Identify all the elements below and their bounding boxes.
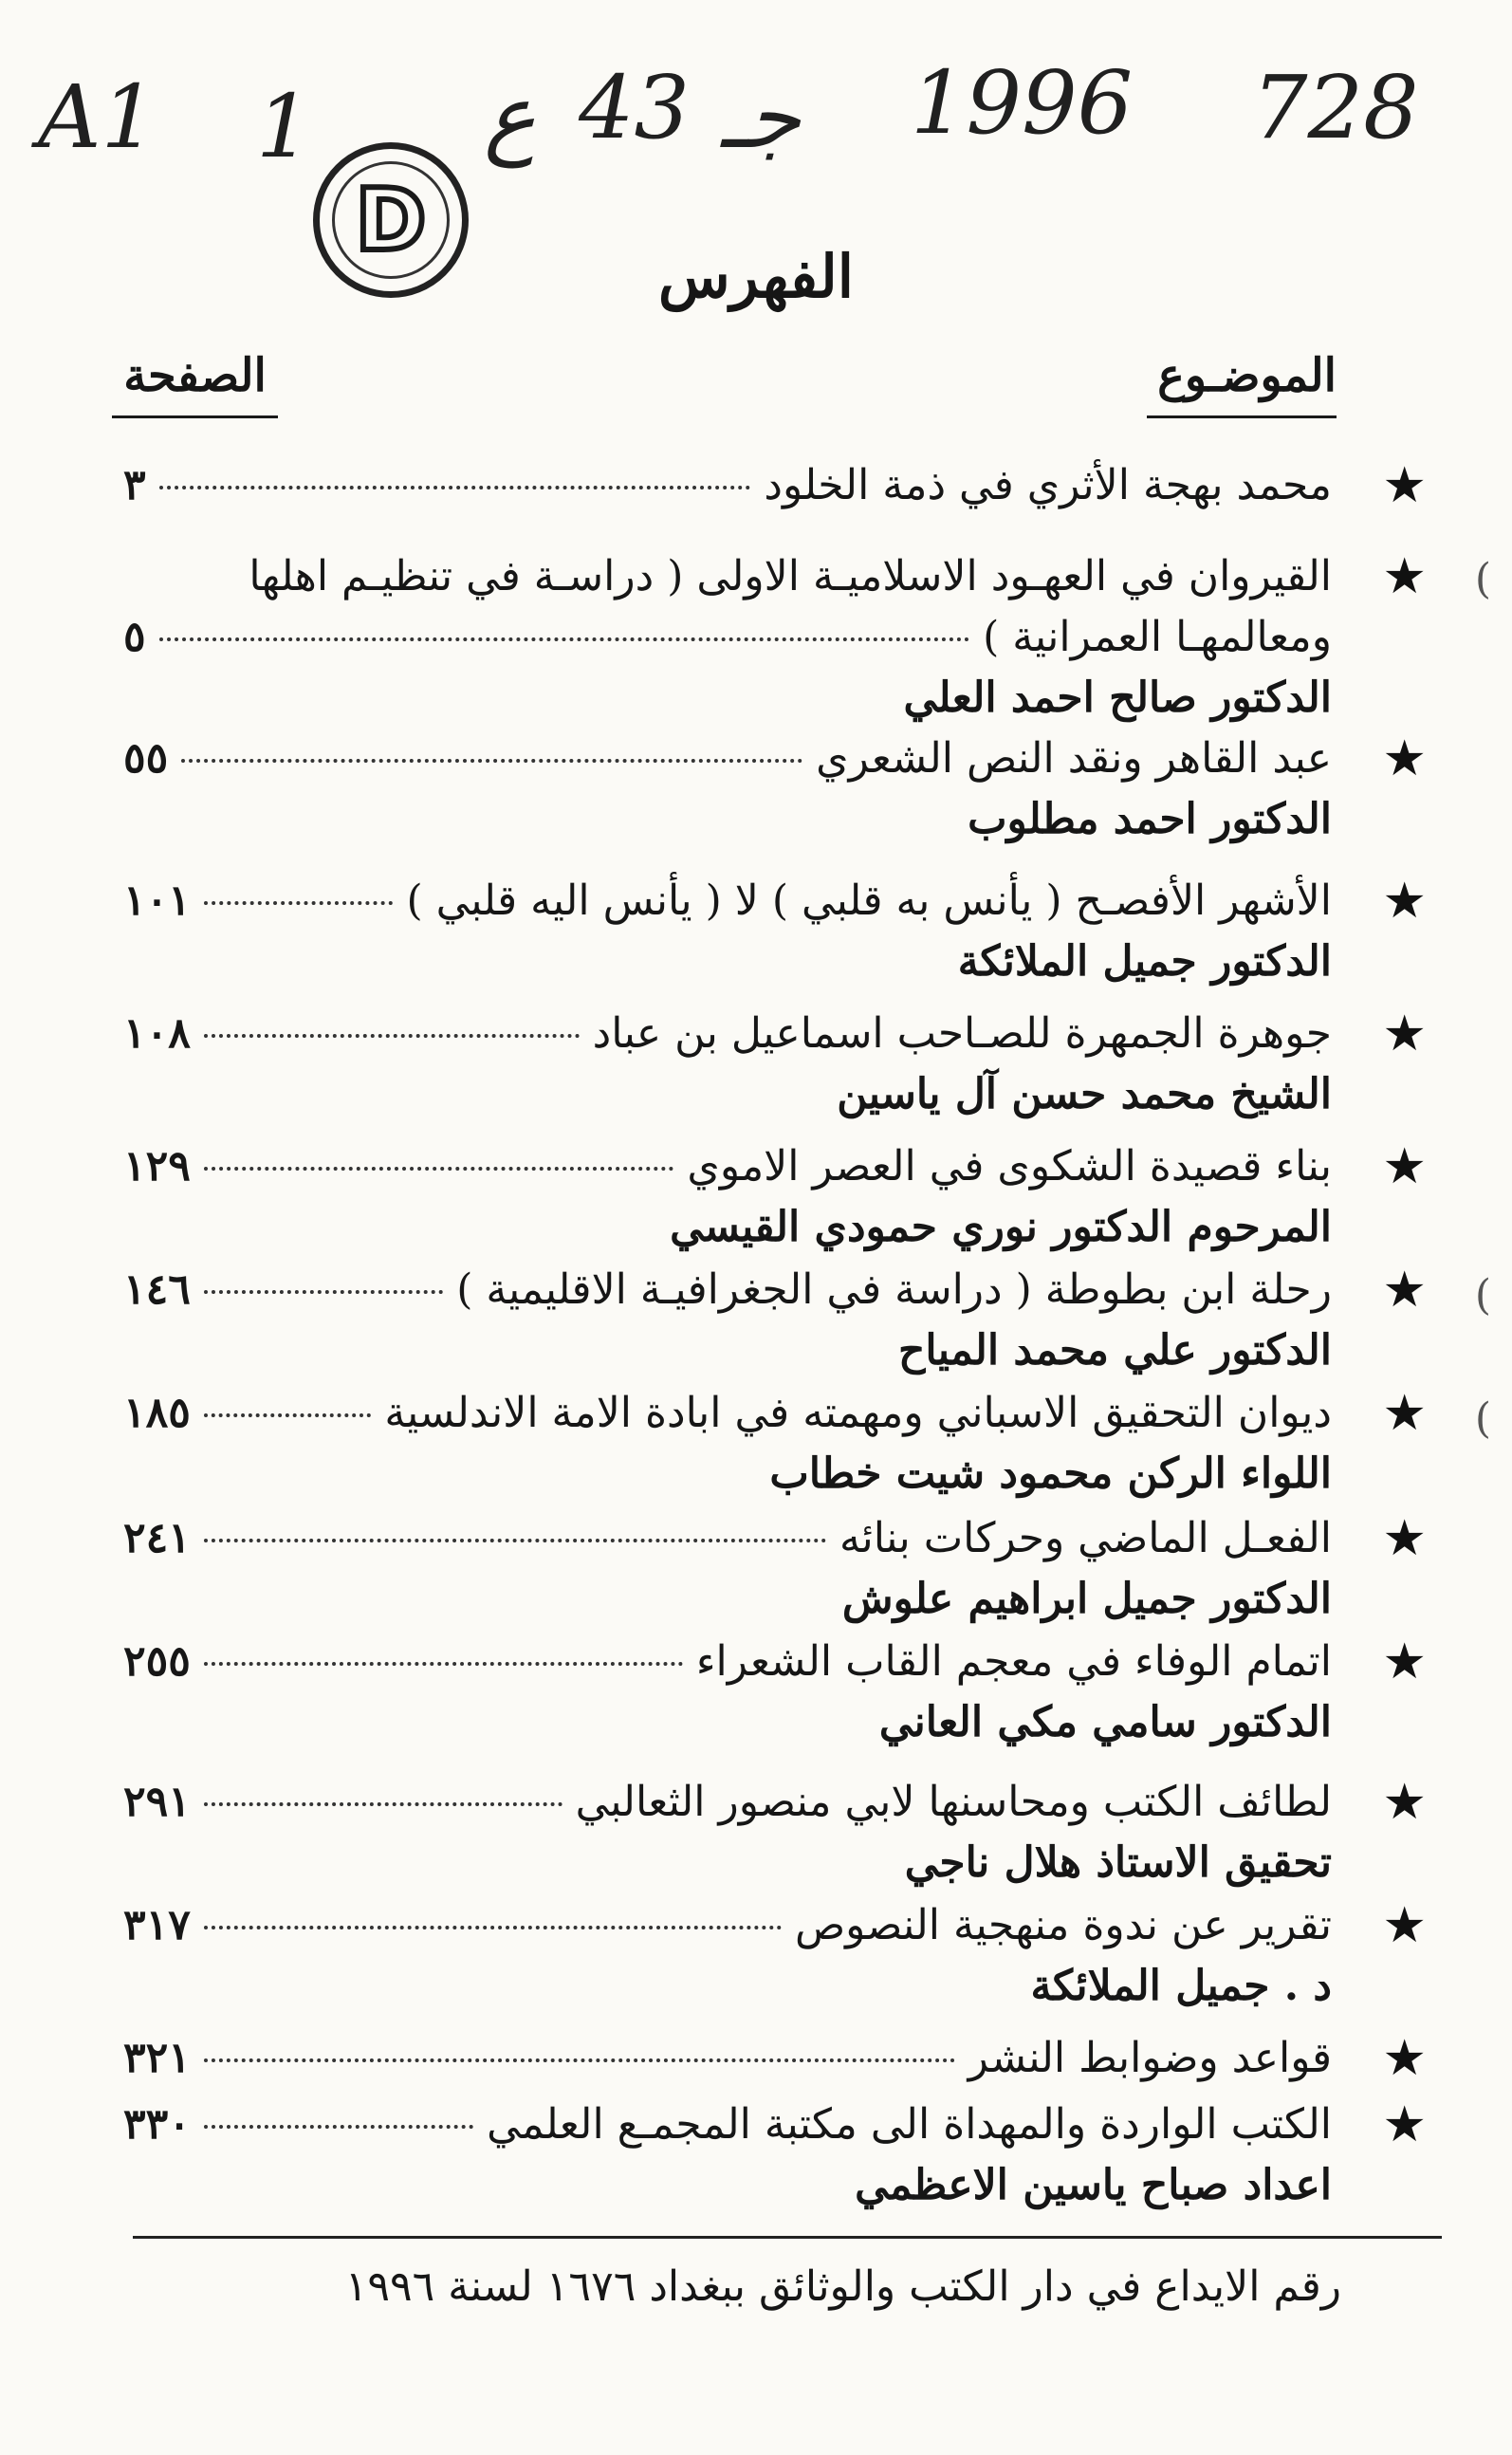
page-number: ٢٥٥ (123, 1637, 191, 1686)
page-number: ٣ (123, 461, 146, 509)
dot-leader (159, 486, 751, 489)
dot-leader (204, 2058, 955, 2062)
dot-leader (204, 1290, 443, 1294)
note-43: 43 (579, 57, 691, 158)
entry-title: لطائف الكتب ومحاسنها لابي منصور الثعالبي (575, 1778, 1332, 1826)
toc-entry (123, 1383, 1427, 1508)
page-number: ٣٢١ (123, 2034, 191, 2082)
note-1996: 1996 (911, 52, 1134, 154)
entry-author: الشيخ محمد حسن آل ياسين (837, 1070, 1332, 1118)
toc-entry (123, 1632, 1427, 1772)
entry-author: المرحوم الدكتور نوري حمودي القيسي (670, 1203, 1332, 1251)
star-bullet-icon: ★ (1382, 730, 1427, 787)
entry-author: تحقيق الاستاذ هلال ناجي (904, 1838, 1332, 1887)
dot-leader (159, 637, 969, 641)
edge-mark: ( (1474, 1271, 1491, 1320)
entry-title: بناء قصيدة الشكوى في العصر الاموي (687, 1142, 1332, 1191)
note-jeem: جـ (721, 66, 801, 168)
entry-title-continued: ومعالمهـا العمرانية ) (983, 613, 1332, 661)
deposit-number-footer: رقم الايداع في دار الكتب والوثائق ببغداد ١٦٧٦ لسنة ١٩٩٦ (344, 2262, 1341, 2311)
entry-author: د . جميل الملائكة (1030, 1962, 1332, 2010)
entry-title: جوهرة الجمهرة للصـاحب اسماعيل بن عباد (592, 1009, 1332, 1058)
entry-title-row (123, 1895, 1332, 1956)
page-number: ٢٩١ (123, 1778, 191, 1826)
handwritten-catalog-note (38, 52, 1461, 209)
entry-title-row (123, 1260, 1332, 1320)
dot-leader (204, 1034, 580, 1038)
entry-title-row (123, 1004, 1332, 1064)
toc-entry (123, 1895, 1427, 2028)
entry-title-row (123, 1136, 1332, 1197)
dot-leader (204, 1167, 674, 1171)
entry-author: الدكتور علي محمد المياح (897, 1326, 1332, 1375)
note-a1: A1 (38, 66, 157, 168)
star-bullet-icon: ★ (1382, 1634, 1427, 1690)
entry-title-row (123, 2095, 1332, 2155)
entry-title: القيروان في العهـود الاسلاميـة الاولى ( دراسـة في تنظيـم اهلها (249, 552, 1332, 600)
note-1: 1 (256, 76, 312, 177)
entry-title: عبد القاهر ونقد النص الشعري (816, 734, 1332, 783)
stamp-letter: D (332, 161, 450, 279)
toc-entry (123, 1508, 1427, 1632)
topic-column-header: الموضـوع (1147, 349, 1337, 418)
dot-leader (181, 759, 802, 763)
toc-entry (123, 2095, 1427, 2218)
dot-leader (204, 1662, 683, 1666)
toc-entry (123, 2028, 1427, 2095)
dot-leader (204, 1413, 371, 1417)
star-bullet-icon: ★ (1382, 548, 1427, 605)
entry-title: الفعـل الماضي وحركات بنائه (839, 1514, 1332, 1562)
entry-title-row (123, 1508, 1332, 1569)
entry-title: الأشهر الأفصـح ( يأنس به قلبي ) لا ( يأنس اليه قلبي ) (406, 877, 1332, 925)
star-bullet-icon: ★ (1382, 1510, 1427, 1567)
page-number: ١٠١ (123, 877, 191, 925)
entry-author: اللواء الركن محمود شيت خطاب (769, 1449, 1332, 1498)
entry-title-row (123, 1383, 1332, 1444)
entry-author: الدكتور صالح احمد العلي (903, 674, 1332, 722)
entry-author: اعداد صباح ياسين الاعظمي (855, 2161, 1332, 2209)
entry-title-row (123, 455, 1332, 516)
entry-title-row (123, 2028, 1332, 2089)
dot-leader (204, 2125, 473, 2129)
toc-entry (123, 1004, 1427, 1136)
entry-title: محمد بهجة الأثري في ذمة الخلود (764, 461, 1332, 509)
dot-leader (204, 1539, 826, 1542)
entry-title: تقرير عن ندوة منهجية النصوص (794, 1901, 1332, 1949)
entry-author: الدكتور سامي مكي العاني (878, 1698, 1332, 1746)
entry-title: اتمام الوفاء في معجم القاب الشعراء (695, 1637, 1332, 1686)
note-728: 728 (1252, 57, 1419, 158)
star-bullet-icon: ★ (1382, 1774, 1427, 1831)
entry-title-row (123, 729, 1332, 789)
entry-title-row (123, 871, 1332, 932)
dot-leader (204, 1802, 562, 1806)
page-number: ٣٣٠ (123, 2100, 191, 2149)
page-title: الفهرس (658, 242, 854, 311)
dot-leader (204, 901, 394, 905)
entry-author: الدكتور جميل الملائكة (957, 937, 1332, 986)
dot-leader (204, 1926, 782, 1929)
entry-author: الدكتور احمد مطلوب (968, 795, 1332, 843)
toc-entry (123, 1260, 1427, 1383)
toc-entry (123, 871, 1427, 1004)
toc-entry (123, 546, 1427, 729)
entry-title: ديوان التحقيق الاسباني ومهمته في ابادة الامة الاندلسية (384, 1389, 1332, 1437)
page-column-header: الصفحة (112, 349, 278, 418)
star-bullet-icon: ★ (1382, 1138, 1427, 1195)
star-bullet-icon: ★ (1382, 1262, 1427, 1319)
entry-title: رحلة ابن بطوطة ( دراسة في الجغرافيـة الاقليمية ) (456, 1265, 1332, 1314)
page-number: ٥٥ (123, 734, 169, 783)
entry-title: الكتب الواردة والمهداة الى مكتبة المجمـع العلمي (487, 2100, 1332, 2149)
page-number: ١٤٦ (123, 1265, 191, 1314)
edge-mark: ( (1474, 555, 1491, 603)
star-bullet-icon: ★ (1382, 873, 1427, 930)
footer-divider (133, 2236, 1442, 2239)
star-bullet-icon: ★ (1382, 1385, 1427, 1442)
page-number: ٣١٧ (123, 1901, 191, 1949)
entry-title: قواعد وضوابط النشر (968, 2034, 1332, 2082)
page-number: ٥ (123, 613, 146, 661)
page-number: ٢٤١ (123, 1514, 191, 1562)
toc-entry (123, 1136, 1427, 1260)
entry-title-row (123, 546, 1332, 607)
toc-entry (123, 729, 1427, 871)
entry-title-row (123, 1772, 1332, 1833)
star-bullet-icon: ★ (1382, 457, 1427, 514)
entry-title-row (123, 1632, 1332, 1692)
toc-entry (123, 455, 1427, 546)
star-bullet-icon: ★ (1382, 1897, 1427, 1954)
page-number: ١٢٩ (123, 1142, 191, 1191)
table-of-contents (123, 455, 1427, 2218)
star-bullet-icon: ★ (1382, 2030, 1427, 2087)
star-bullet-icon: ★ (1382, 2096, 1427, 2153)
entry-author: الدكتور جميل ابراهيم علوش (841, 1575, 1332, 1623)
toc-entry (123, 1772, 1427, 1895)
page-number: ١٨٥ (123, 1389, 191, 1437)
edge-mark: ( (1474, 1394, 1491, 1443)
entry-title-row (123, 607, 1332, 668)
star-bullet-icon: ★ (1382, 1006, 1427, 1062)
note-ain: ع (484, 66, 536, 168)
page-number: ١٠٨ (123, 1009, 191, 1058)
